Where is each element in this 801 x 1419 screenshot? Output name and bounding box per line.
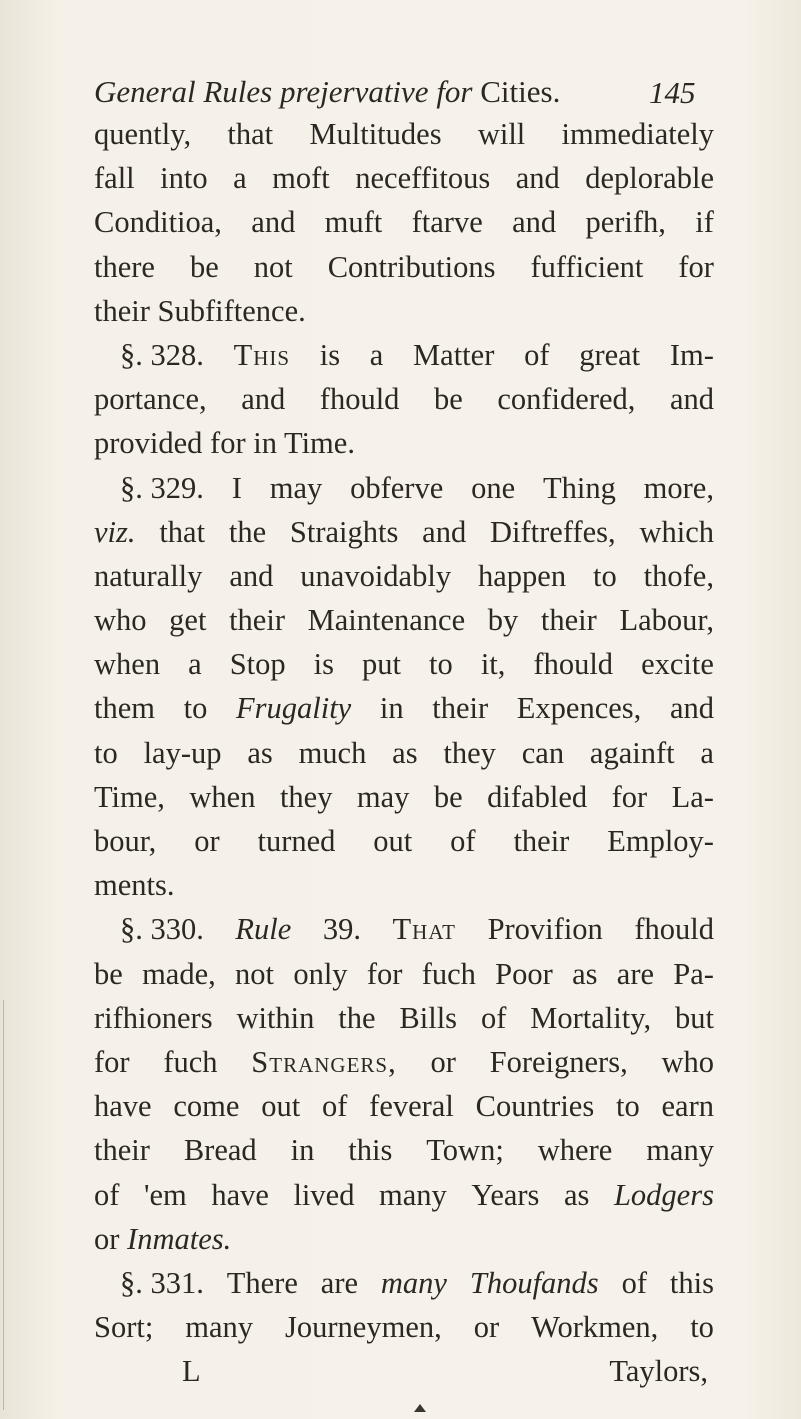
word: is — [319, 337, 341, 372]
word: quently, — [94, 117, 192, 151]
word: be — [433, 779, 463, 814]
word: to — [429, 647, 453, 682]
text-line — [94, 686, 714, 730]
word: Journeymen, — [285, 1310, 442, 1345]
word: againft — [589, 735, 675, 770]
binding-edge — [3, 1000, 4, 1410]
word: fhould — [319, 382, 400, 417]
word: Workmen, — [531, 1310, 659, 1345]
text-line — [94, 731, 714, 775]
word: that — [159, 514, 206, 549]
word: Conditioa, — [94, 205, 222, 240]
word: as — [247, 735, 273, 770]
word: as — [572, 956, 598, 991]
word: this — [669, 1265, 714, 1300]
word: a — [188, 647, 202, 682]
word: and — [229, 558, 274, 593]
word: their — [432, 691, 489, 726]
word: That — [392, 912, 457, 947]
text-line — [94, 1349, 714, 1393]
text-line — [94, 1217, 714, 1261]
word: Sort; — [94, 1310, 154, 1345]
text-line — [94, 1173, 714, 1217]
word: the — [228, 514, 267, 549]
word: is — [313, 647, 334, 682]
word: they — [443, 735, 496, 770]
word: muft — [324, 205, 383, 240]
word: and — [422, 514, 467, 549]
text-line — [94, 377, 714, 421]
text-line — [94, 333, 714, 377]
word: for — [366, 956, 403, 991]
word: great — [579, 337, 641, 372]
word: Poor — [495, 956, 553, 991]
word: unavoidably — [300, 558, 452, 593]
word: there — [94, 249, 155, 284]
word: naturally — [94, 558, 203, 593]
word: rifhioners — [94, 1000, 213, 1035]
word: Pa- — [673, 956, 714, 991]
word: fuch — [421, 956, 476, 991]
word: deplorable — [585, 161, 714, 196]
word: more, — [643, 470, 714, 505]
word: that — [227, 117, 274, 151]
word: and — [669, 382, 714, 417]
word: bour, — [94, 824, 157, 858]
word: who — [661, 1044, 714, 1079]
word: fuch — [163, 1044, 218, 1079]
word: them — [94, 691, 155, 726]
text-line — [94, 996, 714, 1040]
word: their — [229, 603, 285, 638]
header-title-cities: Cities. — [472, 74, 561, 109]
word: many — [379, 1177, 447, 1212]
running-header — [94, 74, 694, 114]
word: put — [362, 647, 402, 682]
word: Strangers, — [251, 1044, 397, 1079]
word: §. 331. — [120, 1265, 204, 1300]
word: Mortality, — [530, 1000, 652, 1035]
text-line — [94, 554, 714, 598]
word: and — [669, 691, 714, 726]
word: Frugality — [236, 691, 352, 726]
word: a — [700, 735, 714, 770]
word: may — [269, 470, 323, 505]
word: out — [373, 824, 413, 858]
word: a — [233, 161, 247, 196]
word: Employ- — [607, 824, 714, 858]
word: this — [348, 1133, 393, 1168]
word: Foreigners, — [489, 1044, 628, 1079]
word: come — [173, 1089, 240, 1124]
word: neceffitous — [355, 161, 491, 196]
text-line — [94, 289, 714, 333]
word: their — [94, 1133, 150, 1168]
word: Matter — [413, 337, 495, 372]
word: 'em — [143, 1177, 187, 1212]
word: Labour, — [619, 603, 714, 638]
word: fhould — [533, 647, 614, 682]
word: of — [94, 1177, 120, 1212]
word: may — [356, 779, 410, 814]
word: fufficient — [530, 249, 644, 284]
word: of — [524, 337, 550, 372]
word: be — [189, 249, 219, 284]
word: moft — [272, 161, 330, 196]
text-line — [94, 245, 714, 289]
word: ments. — [94, 868, 175, 903]
word: to — [690, 1310, 714, 1345]
word: Rule — [235, 912, 292, 947]
word: not — [235, 956, 275, 991]
word: and — [251, 205, 296, 240]
word: and — [515, 161, 560, 196]
word: out — [261, 1089, 301, 1124]
word: and — [241, 382, 286, 417]
word: There — [226, 1265, 298, 1300]
header-title: General Rules prejervative for — [94, 74, 473, 109]
word: Bread — [183, 1133, 257, 1168]
word: thofe, — [643, 558, 714, 593]
word: §. 328. — [120, 337, 204, 372]
text-line — [94, 156, 714, 200]
text-line — [94, 466, 714, 510]
word: of — [621, 1265, 647, 1300]
word: Thoufands — [469, 1265, 599, 1300]
text-line — [94, 200, 714, 244]
word: Multitudes — [309, 117, 442, 151]
text-line — [94, 863, 714, 907]
word: Lodgers — [613, 1177, 714, 1212]
word: many — [185, 1310, 254, 1345]
word: or — [194, 824, 220, 858]
word: Countries — [475, 1089, 595, 1124]
word: which — [639, 514, 714, 549]
text-line — [94, 112, 714, 156]
word: viz. — [94, 514, 136, 549]
word: only — [293, 956, 348, 991]
text-line — [94, 1261, 714, 1305]
word: Bills — [399, 1000, 458, 1035]
word: fhould — [634, 912, 714, 947]
word: get — [169, 603, 207, 638]
word: feveral — [369, 1089, 454, 1124]
word: of — [450, 824, 476, 858]
word: it, — [480, 647, 506, 682]
word: Stop — [229, 647, 286, 682]
text-line — [94, 598, 714, 642]
text-line — [94, 642, 714, 686]
word: §. 329. — [120, 470, 204, 505]
word: immediately — [561, 117, 714, 151]
word: when — [189, 779, 256, 814]
text-line — [94, 421, 714, 465]
word: their — [540, 603, 597, 638]
text-line — [94, 1040, 714, 1084]
word: lived — [293, 1177, 355, 1212]
word: when — [94, 647, 161, 682]
word: be — [94, 956, 123, 991]
word: fall — [94, 161, 135, 196]
word: I — [231, 470, 242, 505]
word: within — [236, 1000, 315, 1035]
word: Contributions — [327, 249, 496, 284]
text-line — [94, 1128, 714, 1172]
word: lay-up — [143, 735, 222, 770]
word: Provifion — [487, 912, 603, 947]
word: in — [290, 1133, 315, 1168]
word: ftarve — [411, 205, 483, 240]
word: to — [593, 558, 617, 593]
word: Im- — [669, 337, 714, 372]
word: have — [211, 1177, 269, 1212]
word: but — [674, 1000, 714, 1035]
word: as — [392, 735, 418, 770]
word: as — [563, 1177, 590, 1212]
word: many — [380, 1265, 447, 1300]
word: in — [379, 691, 404, 726]
word: be — [434, 382, 463, 417]
text-line — [94, 510, 714, 554]
word: confidered, — [497, 382, 636, 417]
word: and — [512, 205, 557, 240]
word: Years — [471, 1177, 540, 1212]
word: Taylors, — [609, 1354, 708, 1389]
word: the — [338, 1000, 376, 1035]
page-bottom-mark — [414, 1404, 426, 1412]
word: of — [321, 1089, 348, 1124]
word: their Subfiftence. — [94, 293, 306, 328]
word: L — [182, 1354, 201, 1389]
word: difabled — [487, 779, 588, 814]
word: Time, — [94, 779, 165, 814]
text-line — [94, 1084, 714, 1128]
word: by — [487, 603, 519, 638]
text-line — [94, 775, 714, 819]
word: not — [253, 249, 293, 284]
word: of — [480, 1000, 507, 1035]
word: Thing — [542, 470, 616, 505]
word: earn — [661, 1089, 714, 1124]
word: La- — [671, 779, 714, 814]
word: to — [94, 735, 118, 770]
word: much — [298, 735, 367, 770]
word: obferve — [350, 470, 444, 505]
word: or Inmates. — [94, 1221, 232, 1256]
word: are — [320, 1265, 359, 1300]
text-line — [94, 907, 714, 951]
word: are — [616, 956, 655, 991]
word: can — [521, 735, 565, 770]
word: where — [537, 1133, 613, 1168]
word: provided for in Time. — [94, 426, 355, 461]
page-number: 145 — [649, 75, 696, 110]
text-line — [94, 952, 714, 996]
word: Town; — [426, 1133, 504, 1168]
word: 39. — [322, 912, 361, 947]
text-line — [94, 819, 714, 863]
word: if — [695, 205, 714, 240]
word: into — [160, 161, 208, 196]
word: to — [616, 1089, 640, 1124]
word: Expences, — [516, 691, 642, 726]
word: Diftreffes, — [490, 514, 616, 549]
word: for — [94, 1044, 130, 1079]
word: for — [611, 779, 648, 814]
word: who — [94, 603, 147, 638]
word: one — [471, 470, 516, 505]
word: portance, — [94, 382, 207, 417]
word: will — [477, 117, 526, 151]
word: they — [279, 779, 333, 814]
word: §. 330. — [120, 912, 204, 947]
word: Maintenance — [307, 603, 466, 638]
word: perifh, — [585, 205, 666, 240]
text-line — [94, 1305, 714, 1349]
body-text — [94, 112, 714, 1393]
word: excite — [641, 647, 714, 682]
word: for — [678, 249, 714, 284]
word: or — [430, 1044, 456, 1079]
word: happen — [478, 558, 567, 593]
word: their — [513, 824, 570, 858]
word: This — [233, 337, 291, 372]
word: turned — [257, 824, 336, 858]
word: or — [473, 1310, 500, 1345]
word: a — [369, 337, 384, 372]
word: made, — [142, 956, 216, 991]
word: to — [183, 691, 208, 726]
word: many — [646, 1133, 714, 1168]
word: Straights — [289, 514, 399, 549]
word: have — [94, 1089, 152, 1124]
